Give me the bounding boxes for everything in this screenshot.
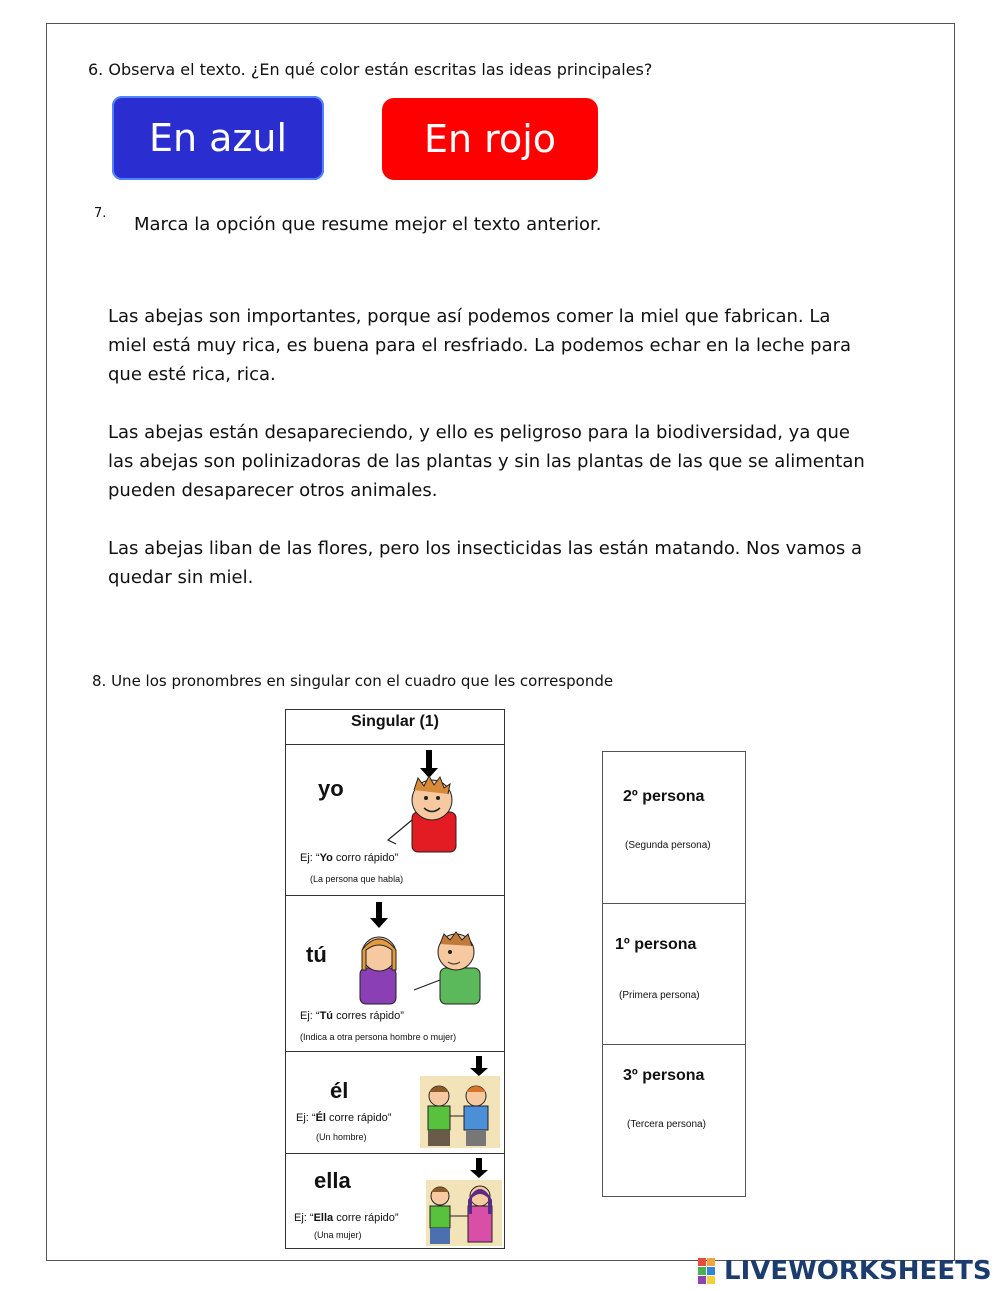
summary-option-1[interactable]: Las abejas son importantes, porque así podemos comer la miel que fabrican. La miel está muy rica, es buena para el resfriado. La podemos echar en la leche para que esté rica, rica. <box>108 306 852 385</box>
person-subtitle: (Segunda persona) <box>625 840 711 851</box>
pronoun-cell-el[interactable] <box>286 1052 504 1154</box>
boy-pointing-icon <box>374 748 484 858</box>
boy-and-girl-icon <box>426 1156 502 1248</box>
person-subtitle: (Primera persona) <box>619 990 700 1001</box>
pronoun-word: yo <box>318 776 344 801</box>
example-note: (La persona que habla) <box>310 874 404 884</box>
person-title: 2º persona <box>623 788 705 805</box>
liveworksheets-logo <box>698 1256 992 1286</box>
example-sentence: Ej: “Tú corres rápido” <box>300 1010 404 1022</box>
summary-option-3[interactable]: Las abejas liban de las flores, pero los insecticidas las están matando. Nos vamos a quedar sin miel. <box>108 538 862 588</box>
person-title: 3º persona <box>623 1067 705 1084</box>
person-title: 1º persona <box>615 936 697 953</box>
example-sentence: Ej: “Él corre rápido” <box>296 1112 392 1124</box>
example-note: (Un hombre) <box>316 1132 367 1142</box>
example-note: (Indica a otra persona hombre o mujer) <box>300 1032 457 1042</box>
question-7-number: 7. <box>94 206 107 221</box>
person-matching-table <box>602 751 746 1197</box>
two-kids-talking-icon <box>352 900 492 1006</box>
singular-pronoun-table <box>285 709 505 1249</box>
pronoun-cell-tu[interactable] <box>286 896 504 1052</box>
example-note: (Una mujer) <box>314 1230 362 1240</box>
example-sentence: Ej: “Ella corre rápido” <box>294 1212 399 1224</box>
summary-option-2[interactable]: Las abejas están desapareciendo, y ello es peligroso para la biodiversidad, ya que las abejas son polinizadoras de las plantas y sin las plantas de las que se alimentan pueden desaparecer otros animales. <box>108 422 865 501</box>
option-en-rojo-button[interactable]: En rojo <box>382 98 598 180</box>
person-cell-1[interactable] <box>603 904 745 1045</box>
two-boys-icon <box>420 1054 502 1150</box>
person-cell-2[interactable] <box>603 752 745 904</box>
pronoun-word: tú <box>306 942 327 967</box>
pronoun-cell-yo[interactable] <box>286 744 504 896</box>
logo-text: LIVEWORKSHEETS <box>724 1256 992 1286</box>
person-subtitle: (Tercera persona) <box>627 1119 706 1130</box>
pronoun-word: ella <box>314 1168 351 1193</box>
question-8-label: 8. Une los pronombres en singular con el cuadro que les corresponde <box>92 672 614 690</box>
question-6-label: 6. Observa el texto. ¿En qué color están escritas las ideas principales? <box>88 60 653 79</box>
question-7-instruction: Marca la opción que resume mejor el texto anterior. <box>134 214 602 235</box>
pronoun-word: él <box>330 1078 349 1103</box>
person-cell-3[interactable] <box>603 1045 745 1196</box>
table-title: Singular (1) <box>286 710 504 745</box>
option-en-azul-button[interactable]: En azul <box>112 96 324 180</box>
example-sentence: Ej: “Yo corro rápido” <box>300 852 399 864</box>
liveworksheets-logo-icon <box>698 1258 724 1284</box>
pronoun-cell-ella[interactable] <box>286 1154 504 1250</box>
